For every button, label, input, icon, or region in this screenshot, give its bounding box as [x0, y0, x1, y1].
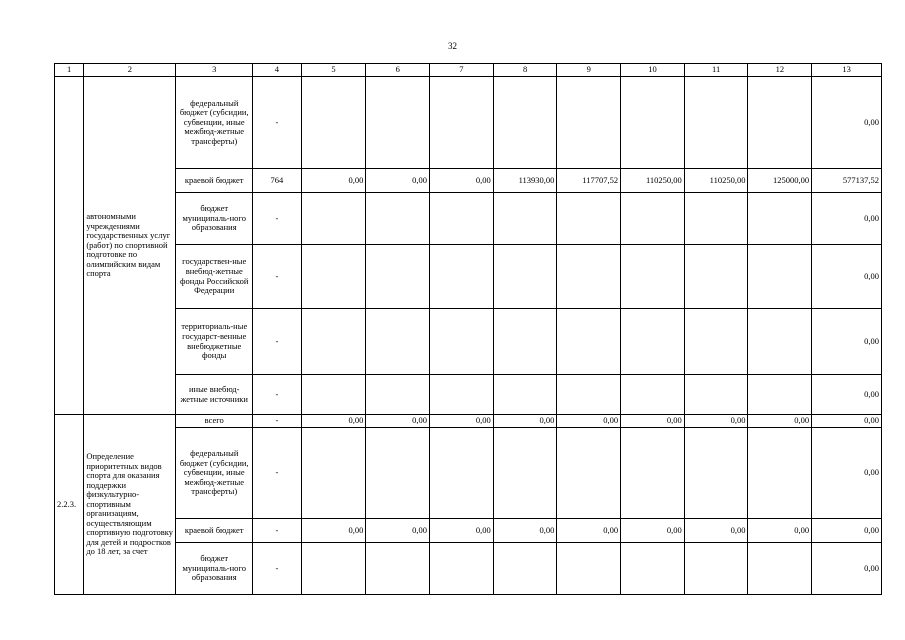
cell-total: 0,00	[812, 309, 882, 375]
cell-value: 0,00	[684, 519, 748, 543]
cell-value	[684, 428, 748, 519]
table-row	[55, 415, 882, 428]
cell-value	[366, 543, 430, 595]
cell-value	[557, 309, 621, 375]
cell-value	[621, 543, 685, 595]
column-header: 12	[748, 64, 812, 77]
cell-value	[430, 375, 494, 415]
page-number: 32	[448, 41, 457, 51]
cell-code: -	[253, 415, 302, 428]
cell-value: 110250,00	[621, 169, 685, 193]
cell-value	[621, 193, 685, 245]
cell-value	[748, 77, 812, 169]
table-row	[55, 309, 882, 375]
column-header: 10	[621, 64, 685, 77]
cell-code: -	[253, 543, 302, 595]
cell-total: 577137,52	[812, 169, 882, 193]
cell-value	[366, 428, 430, 519]
funding-source: государствен-ные внебюд-жетные фонды Российской Федерации	[176, 245, 253, 309]
cell-value: 0,00	[301, 519, 366, 543]
cell-value: 0,00	[557, 415, 621, 428]
budget-table	[54, 63, 882, 595]
cell-value	[621, 245, 685, 309]
cell-value	[366, 77, 430, 169]
cell-value: 0,00	[621, 415, 685, 428]
header-row	[55, 64, 882, 77]
cell-value	[366, 245, 430, 309]
cell-value	[684, 309, 748, 375]
funding-source: бюджет муниципаль-ного образования	[176, 193, 253, 245]
table-row	[55, 77, 882, 169]
funding-source: федеральный бюджет (субсидии, субвенции, иные межбюд-жетные трансферты)	[176, 77, 253, 169]
column-header: 4	[253, 64, 302, 77]
cell-value: 0,00	[301, 415, 366, 428]
cell-value: 0,00	[493, 519, 557, 543]
column-header: 3	[176, 64, 253, 77]
table-row	[55, 169, 882, 193]
column-header: 5	[301, 64, 366, 77]
cell-code: -	[253, 309, 302, 375]
cell-value: 117707,52	[557, 169, 621, 193]
cell-value: 0,00	[557, 519, 621, 543]
column-header: 13	[812, 64, 882, 77]
cell-value	[621, 428, 685, 519]
cell-value	[493, 193, 557, 245]
cell-code: -	[253, 428, 302, 519]
table-body	[55, 64, 882, 595]
column-header: 2	[84, 64, 176, 77]
item-code	[55, 77, 84, 415]
cell-value	[493, 245, 557, 309]
cell-value: 125000,00	[748, 169, 812, 193]
cell-total: 0,00	[812, 77, 882, 169]
cell-value: 0,00	[366, 415, 430, 428]
cell-code: -	[253, 375, 302, 415]
cell-value	[748, 193, 812, 245]
cell-value	[748, 375, 812, 415]
cell-value	[301, 77, 366, 169]
cell-value: 0,00	[366, 519, 430, 543]
funding-source: федеральный бюджет (субсидии, субвенции, иные межбюд-жетные трансферты)	[176, 428, 253, 519]
column-header: 9	[557, 64, 621, 77]
cell-value	[557, 193, 621, 245]
cell-value	[493, 543, 557, 595]
cell-value	[684, 543, 748, 595]
cell-value	[301, 428, 366, 519]
cell-total: 0,00	[812, 428, 882, 519]
funding-source: территориаль-ные государст-венные внебюджетные фонды	[176, 309, 253, 375]
cell-value	[301, 543, 366, 595]
column-header: 7	[430, 64, 494, 77]
cell-value	[621, 375, 685, 415]
column-header: 11	[684, 64, 748, 77]
table-row	[55, 428, 882, 519]
cell-value	[430, 193, 494, 245]
table-row	[55, 245, 882, 309]
cell-value	[621, 77, 685, 169]
cell-value	[748, 543, 812, 595]
cell-value	[430, 77, 494, 169]
cell-value	[684, 245, 748, 309]
cell-value	[301, 375, 366, 415]
cell-total: 0,00	[812, 375, 882, 415]
cell-value	[684, 375, 748, 415]
cell-value	[301, 245, 366, 309]
cell-value	[748, 428, 812, 519]
cell-value	[493, 428, 557, 519]
cell-value: 0,00	[493, 415, 557, 428]
cell-value	[430, 543, 494, 595]
cell-value	[493, 309, 557, 375]
cell-total: 0,00	[812, 415, 882, 428]
cell-value	[557, 245, 621, 309]
cell-value	[493, 375, 557, 415]
column-header: 1	[55, 64, 84, 77]
table-row	[55, 193, 882, 245]
cell-value	[366, 309, 430, 375]
cell-total: 0,00	[812, 519, 882, 543]
cell-value	[430, 245, 494, 309]
cell-value: 0,00	[430, 415, 494, 428]
cell-value	[301, 193, 366, 245]
cell-value: 0,00	[366, 169, 430, 193]
cell-value: 113930,00	[493, 169, 557, 193]
cell-value: 0,00	[301, 169, 366, 193]
cell-value	[557, 375, 621, 415]
cell-total: 0,00	[812, 245, 882, 309]
column-header: 6	[366, 64, 430, 77]
table-row	[55, 375, 882, 415]
cell-value	[684, 77, 748, 169]
cell-value: 0,00	[684, 415, 748, 428]
item-code: 2.2.3.	[55, 415, 84, 595]
cell-value	[748, 309, 812, 375]
funding-source: бюджет муниципаль-ного образования	[176, 543, 253, 595]
funding-source: иные внебюд-жетные источники	[176, 375, 253, 415]
cell-value	[493, 77, 557, 169]
item-name: Определение приоритетных видов спорта для оказания поддержки физкультурно-спортивным организациям, осуществляющим спортивную подготовку для детей и подростков до 18 лет, за счет	[84, 415, 176, 595]
cell-value	[748, 245, 812, 309]
cell-total: 0,00	[812, 543, 882, 595]
cell-value	[621, 309, 685, 375]
cell-value: 110250,00	[684, 169, 748, 193]
cell-value: 0,00	[621, 519, 685, 543]
cell-value	[301, 309, 366, 375]
cell-code: 764	[253, 169, 302, 193]
cell-value	[430, 428, 494, 519]
cell-value	[557, 428, 621, 519]
cell-value	[430, 309, 494, 375]
funding-source: всего	[176, 415, 253, 428]
cell-code: -	[253, 193, 302, 245]
cell-value: 0,00	[430, 519, 494, 543]
cell-value	[557, 77, 621, 169]
cell-value: 0,00	[748, 519, 812, 543]
funding-source: краевой бюджет	[176, 169, 253, 193]
cell-value	[557, 543, 621, 595]
table-row	[55, 543, 882, 595]
column-header: 8	[493, 64, 557, 77]
cell-value	[684, 193, 748, 245]
funding-source: краевой бюджет	[176, 519, 253, 543]
item-name: автономными учреждениями государственных услуг (работ) по спортивной подготовке по олимпийским видам спорта	[84, 77, 176, 415]
cell-code: -	[253, 245, 302, 309]
cell-value: 0,00	[430, 169, 494, 193]
cell-value	[366, 193, 430, 245]
cell-total: 0,00	[812, 193, 882, 245]
cell-value	[366, 375, 430, 415]
cell-value: 0,00	[748, 415, 812, 428]
cell-code: -	[253, 77, 302, 169]
cell-code: -	[253, 519, 302, 543]
table-row	[55, 519, 882, 543]
